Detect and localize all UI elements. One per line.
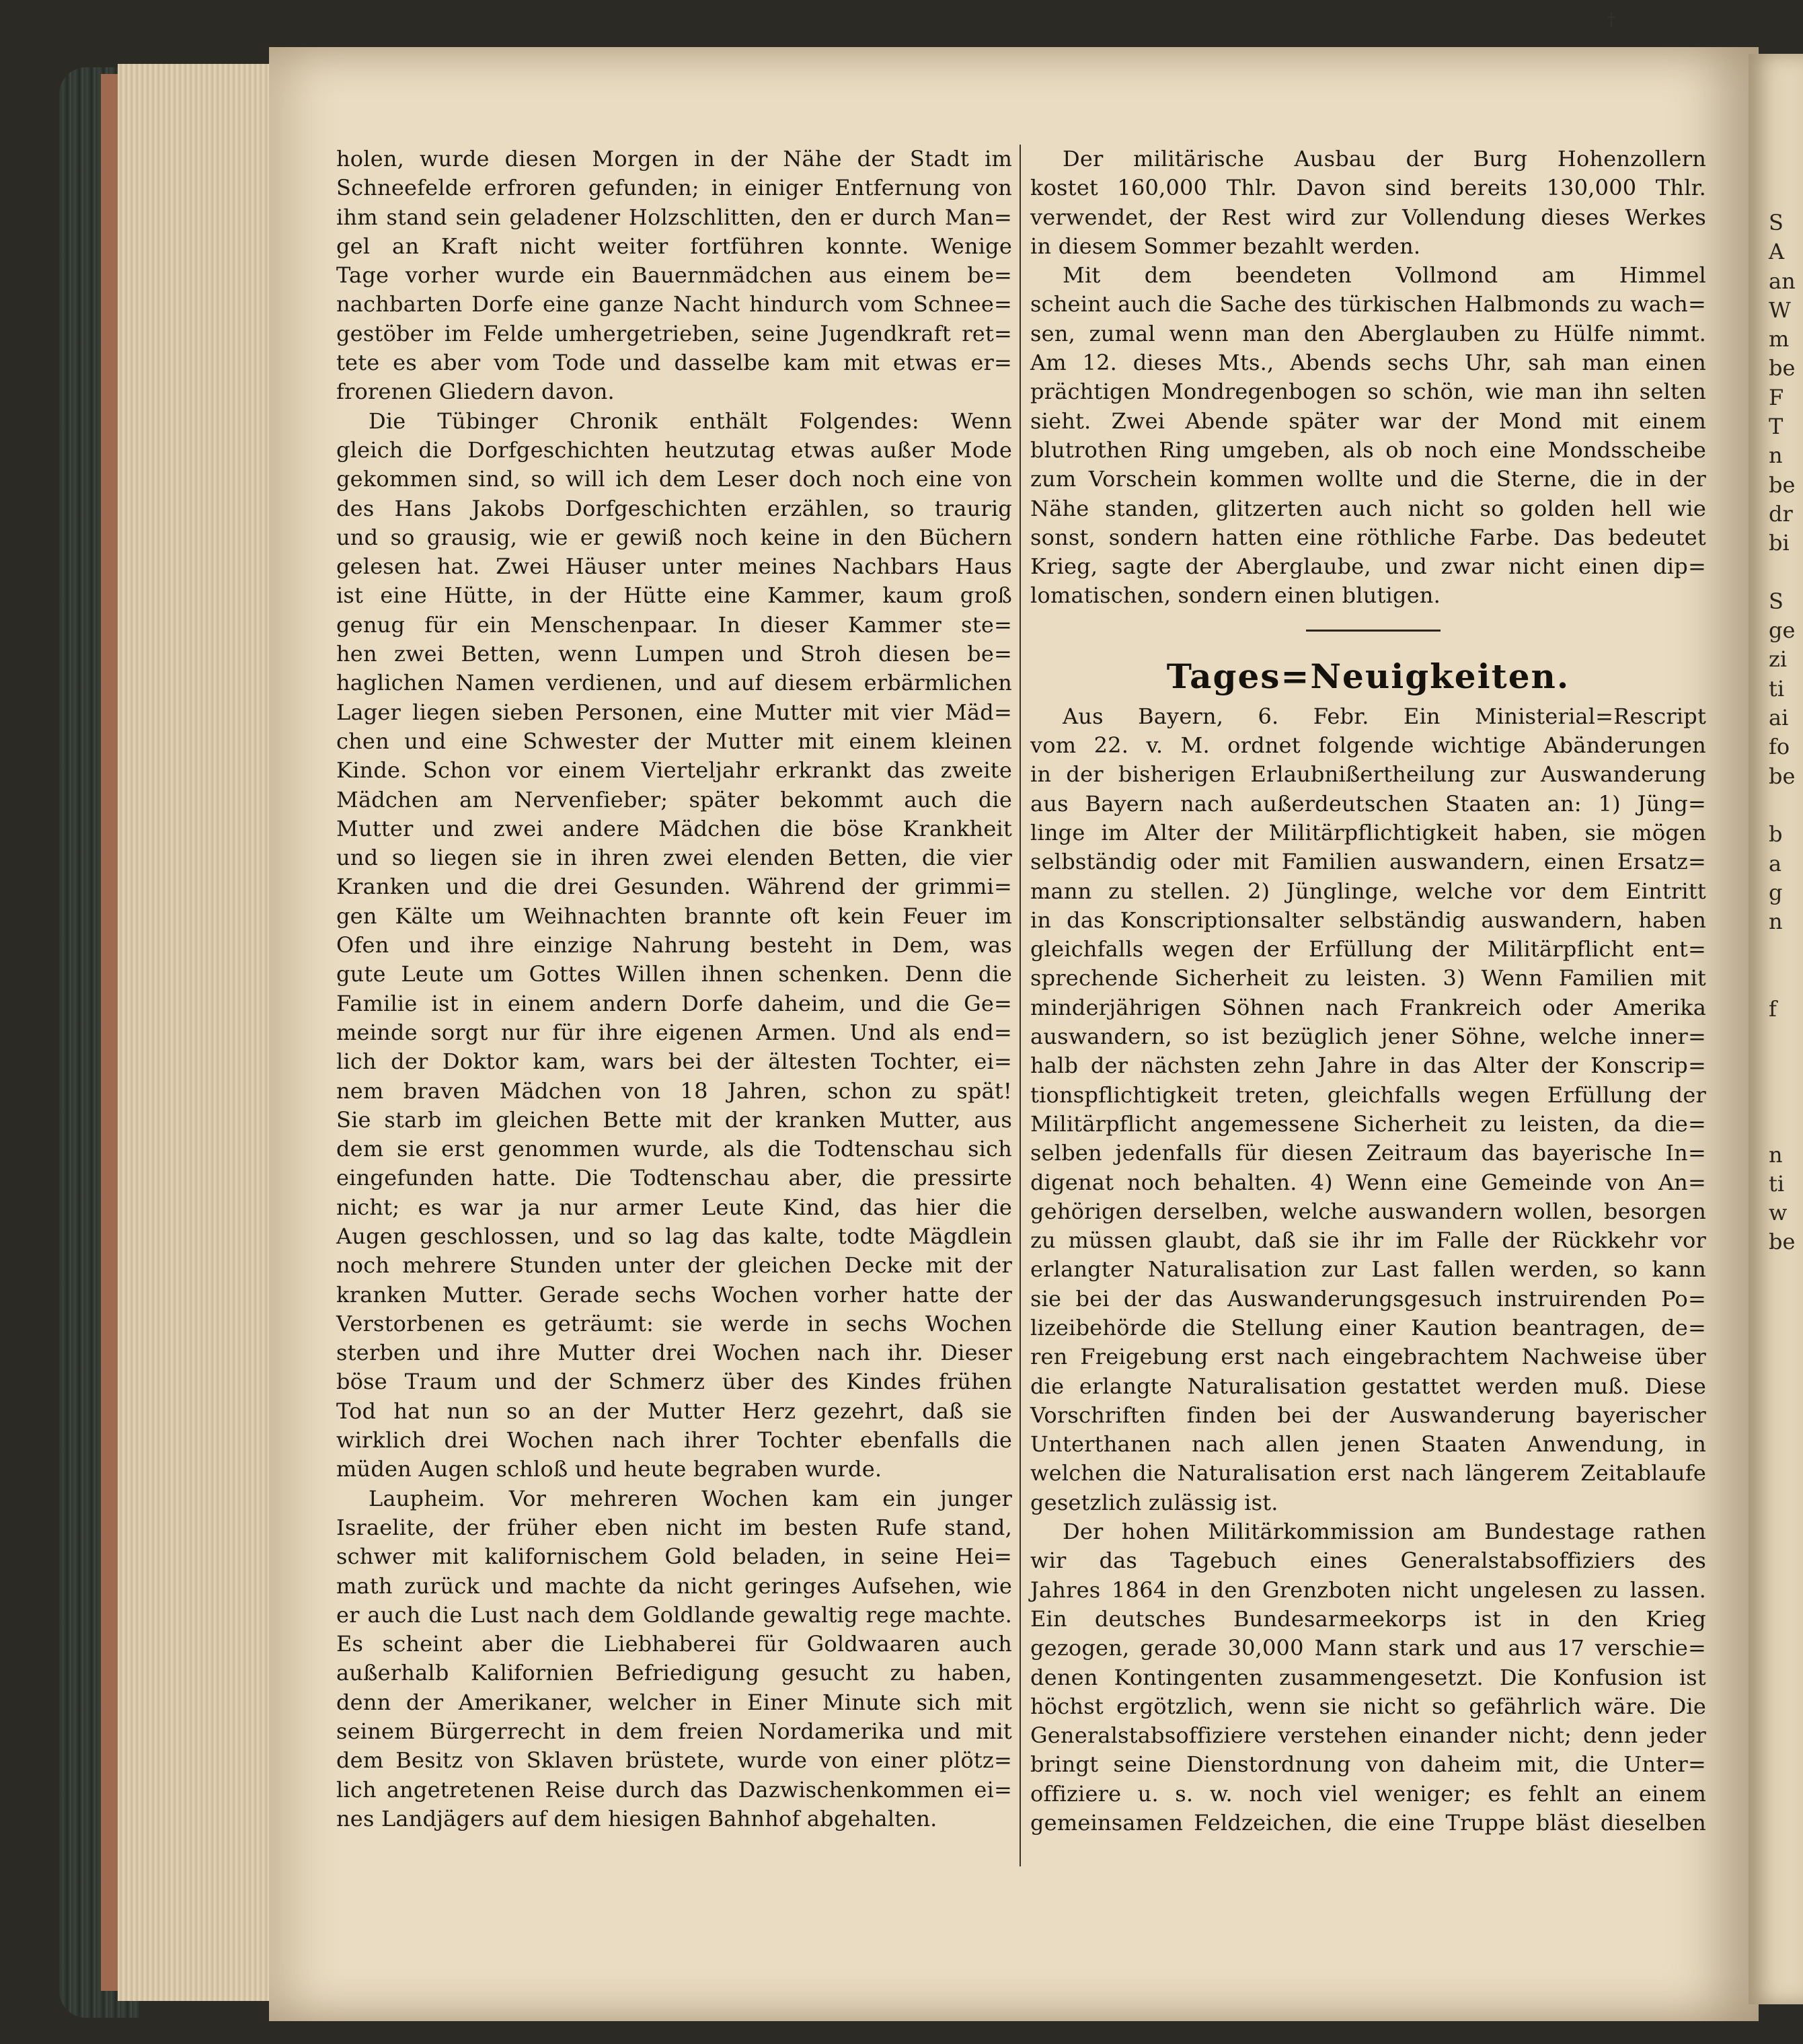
text-line: lizeibehörde die Stellung einer Kaution beantragen, de= [1030, 1314, 1706, 1340]
fragment-line: w [1769, 1200, 1788, 1226]
text-line: chen und eine Schwester der Mutter mit einem kleinen [336, 728, 1012, 754]
fragment-line: ai [1769, 705, 1789, 731]
fragment-line: g [1769, 879, 1783, 905]
text-line: math zurück und machte da nicht geringes Aufsehen, wie [336, 1573, 1012, 1599]
page-mark: † [1607, 10, 1615, 29]
right-column-news-text [1030, 702, 1706, 1838]
text-line: linge im Alter der Militärpflichtigkeit haben, sie mögen [1030, 819, 1706, 845]
text-line: lich der Doktor kam, wars bei der ältesten Tochter, ei= [336, 1049, 1012, 1075]
text-line: gel an Kraft nicht weiter fortführen konnte. Wenige [336, 233, 1012, 259]
text-line: Die Tübinger Chronik enthält Folgendes: Wenn [369, 408, 1012, 434]
right-page-fragment [1749, 54, 1803, 2004]
text-line: Ofen und ihre einzige Nahrung besteht in Dem, was [336, 932, 1012, 958]
fragment-line: n [1769, 1141, 1783, 1168]
fragment-line: be [1769, 471, 1796, 498]
text-line: Verstorbenen es geträumt: sie werde in sechs Wochen [336, 1310, 1012, 1336]
fragment-line: dr [1769, 500, 1793, 527]
text-line: Kranken und die drei Gesunden. Während der grimmi= [336, 874, 1012, 900]
text-line: sonst, sondern hatten eine röthliche Farbe. Das bedeutet [1030, 524, 1706, 550]
text-line: in das Konscriptionsalter selbständig auswandern, haben [1030, 907, 1706, 933]
text-line: ren Freigebung erst nach eingebrachtem Nachweise über [1030, 1344, 1706, 1370]
text-line: Vorschriften finden bei der Auswanderung bayerischer [1030, 1402, 1706, 1428]
text-line: Tage vorher wurde ein Bauernmädchen aus einem be= [336, 262, 1012, 289]
left-column [336, 145, 1012, 1833]
text-line: gekommen sind, so will ich dem Leser doch noch eine von [336, 466, 1012, 492]
text-line: Familie ist in einem andern Dorfe daheim, und die Ge= [336, 990, 1012, 1016]
text-line: sieht. Zwei Abende später war der Mond mit einem [1030, 408, 1706, 434]
text-line: erlangter Naturalisation zur Last fallen werden, so kann [1030, 1256, 1706, 1283]
text-line: ist eine Hütte, in der Hütte eine Kammer, kaum groß [336, 582, 1012, 609]
fragment-line [1769, 1024, 1796, 1053]
text-line: höchst ergötzlich, wenn sie nicht so gefährlich wäre. Die [1030, 1693, 1706, 1719]
text-line: holen, wurde diesen Morgen in der Nähe der Stadt im [336, 146, 1012, 172]
fragment-line: S [1769, 588, 1783, 614]
text-line: Generalstabsoffiziere verstehen einander nicht; denn jeder [1030, 1723, 1706, 1749]
page-block-edge [118, 64, 272, 2001]
text-line: gezogen, gerade 30,000 Mann stark und aus 17 verschie= [1030, 1635, 1706, 1661]
text-line: sie bei der das Auswanderungsgesuch instruirenden Po= [1030, 1285, 1706, 1312]
text-line: außerhalb Kalifornien Befriedigung gesucht zu haben, [336, 1660, 1012, 1686]
text-line: halb der nächsten zehn Jahre in das Alter der Konscrip= [1030, 1053, 1706, 1079]
text-line: minderjährigen Söhnen nach Frankreich oder Amerika [1030, 994, 1706, 1020]
column-rule [1020, 145, 1021, 1866]
text-line: Laupheim. Vor mehreren Wochen kam ein junger [369, 1485, 1012, 1511]
text-line: Kinde. Schon vor einem Vierteljahr erkrankt das zweite [336, 757, 1012, 784]
fragment-line: n [1769, 443, 1783, 469]
fragment-line: A [1769, 239, 1785, 265]
text-line: haglichen Namen verdienen, und auf diesem erbärmlichen [336, 670, 1012, 696]
fragment-line [1769, 791, 1796, 820]
fragment-line [1769, 966, 1796, 995]
fragment-line: b [1769, 821, 1783, 847]
text-line: selben jedenfalls für diesen Zeitraum das bayerische In= [1030, 1140, 1706, 1166]
fragment-line: W [1769, 297, 1791, 323]
text-line: gesetzlich zulässig ist. [1030, 1489, 1278, 1515]
fragment-line: a [1769, 850, 1782, 876]
text-line: böse Traum und der Schmerz über des Kindes frühen [336, 1369, 1012, 1395]
text-line: Mädchen am Nervenfieber; später bekommt auch die [336, 786, 1012, 812]
text-line: welchen die Naturalisation erst nach längerem Zeitablaufe [1030, 1460, 1706, 1486]
text-line: des Hans Jakobs Dorfgeschichten erzählen, so traurig [336, 495, 1012, 521]
text-line: und so grausig, wie er gewiß noch keine in den Büchern [336, 524, 1012, 550]
text-line: in der bisherigen Erlaubnißertheilung zur Auswanderung [1030, 761, 1706, 788]
text-line: kostet 160,000 Thlr. Davon sind bereits 130,000 Thlr. [1030, 175, 1706, 201]
fragment-line: S [1769, 210, 1783, 235]
text-line: Nähe standen, glitzerten auch nicht so golden hell wie [1030, 495, 1706, 521]
text-line: Mutter und zwei andere Mädchen die böse Krankheit [336, 815, 1012, 841]
fragment-line: ge [1769, 617, 1796, 644]
fragment-line: zi [1769, 646, 1788, 673]
text-line: verwendet, der Rest wird zur Vollendung dieses Werkes [1030, 204, 1706, 230]
text-line: gehörigen derselben, welche auswandern wollen, besorgen [1030, 1198, 1706, 1224]
fragment-line: be [1769, 355, 1796, 381]
fragment-line: bi [1769, 530, 1790, 556]
text-line: noch mehrere Stunden unter der gleichen Decke mit der [336, 1252, 1012, 1279]
text-line: Sie starb im gleichen Bette mit der kranken Mutter, aus [336, 1106, 1012, 1133]
text-line: Aus Bayern, 6. Febr. Ein Ministerial=Rescript [1063, 703, 1706, 729]
text-line: digenat noch behalten. 4) Wenn eine Gemeinde von An= [1030, 1169, 1706, 1195]
fragment-line [1769, 1082, 1796, 1111]
text-line: Unterthanen nach allen jenen Staaten Anwendung, in [1030, 1431, 1706, 1458]
fragment-line: m [1769, 326, 1790, 352]
text-line: Es scheint aber die Liebhaberei für Goldwaaren auch [336, 1631, 1012, 1657]
text-line: eingefunden hatte. Die Todtenschau aber, die pressirte [336, 1165, 1012, 1191]
text-line: meinde sorgt nur für ihre eigenen Armen. Und als end= [336, 1019, 1012, 1045]
fragment-line: an [1769, 268, 1796, 294]
fragment-line: F [1769, 384, 1784, 410]
text-line: gemeinsamen Feldzeichen, die eine Truppe bläst dieselben [1030, 1810, 1706, 1836]
fragment-line: T [1769, 414, 1783, 440]
text-line: müden Augen schloß und heute begraben wurde. [336, 1456, 882, 1482]
text-line: selbständig oder mit Familien auswandern, einen Ersatz= [1030, 849, 1706, 875]
text-line: ihm stand sein geladener Holzschlitten, den er durch Man= [336, 204, 1012, 230]
text-line: tete es aber vom Tode und dasselbe kam mit etwas er= [336, 350, 1012, 376]
text-line: Ein deutsches Bundesarmeekorps ist in den Krieg [1030, 1605, 1706, 1632]
text-line: Schneefelde erfroren gefunden; in einiger Entfernung von [336, 175, 1012, 201]
text-line: in diesem Sommer bezahlt werden. [1030, 233, 1421, 259]
text-line: scheint auch die Sache des türkischen Halbmonds zu wach= [1030, 291, 1706, 317]
text-line: offiziere u. s. w. noch viel weniger; es fehlt an einem [1030, 1780, 1706, 1807]
fragment-line [1769, 1053, 1796, 1082]
fragment-line: be [1769, 1229, 1796, 1255]
text-line: vom 22. v. M. ordnet folgende wichtige Abänderungen [1030, 732, 1706, 759]
separator-rule [1306, 630, 1441, 632]
text-line: lich angetretenen Reise durch das Dazwischenkommen ei= [336, 1776, 1012, 1803]
right-column [1030, 145, 1706, 1838]
text-line: bringt seine Dienstordnung von daheim mit, die Unter= [1030, 1751, 1706, 1778]
text-line: sprechende Sicherheit zu leisten. 3) Wenn Familien mit [1030, 965, 1706, 991]
fragment-line [1769, 936, 1796, 965]
fragment-line: ti [1769, 675, 1785, 702]
text-line: Militärpflicht angemessene Sicherheit zu leisten, da die= [1030, 1110, 1706, 1137]
text-line: dem Besitz von Sklaven brüstete, wurde von einer plötz= [336, 1747, 1012, 1774]
text-line: zu müssen glaubt, daß sie ihr im Falle der Rückkehr vor [1030, 1227, 1706, 1254]
right-page-lines [1769, 209, 1796, 1257]
section-heading-wrap [1030, 651, 1706, 702]
fragment-line [1769, 558, 1796, 587]
text-line: und so liegen sie in ihren zwei elenden Betten, die vier [336, 845, 1012, 871]
fragment-line: fo [1769, 734, 1790, 760]
text-line: Tod hat nun so an der Mutter Herz gezehrt, daß sie [336, 1398, 1012, 1424]
text-line: nachbarten Dorfe eine ganze Nacht hindurch vom Schnee= [336, 291, 1012, 317]
text-line: frorenen Gliedern davon. [336, 379, 615, 405]
text-line: gleich die Dorfgeschichten heutzutag etwas außer Mode [336, 437, 1012, 463]
text-line: denn der Amerikaner, welcher in Einer Minute sich mit [336, 1689, 1012, 1715]
text-line: kranken Mutter. Gerade sechs Wochen vorher hatte der [336, 1281, 1012, 1308]
text-line: Am 12. dieses Mts., Abends sechs Uhr, sah man einen [1030, 350, 1706, 376]
fragment-line: f [1769, 996, 1777, 1022]
text-line: genug für ein Menschenpaar. In dieser Kammer ste= [336, 611, 1012, 638]
text-line: schwer mit kalifornischem Gold beladen, in seine Hei= [336, 1544, 1012, 1570]
text-line: gute Leute um Gottes Willen ihnen schenken. Denn die [336, 961, 1012, 987]
text-line: zum Vorschein kommen wollte und die Sterne, die in der [1030, 466, 1706, 492]
text-line: Der hohen Militärkommission am Bundestage rathen [1063, 1519, 1706, 1545]
fragment-line [1769, 1111, 1796, 1140]
text-line: denen Kontingenten zusammengesetzt. Die Konfusion ist [1030, 1664, 1706, 1690]
text-line: nicht; es war ja nur armer Leute Kind, das hier die [336, 1194, 1012, 1220]
text-line: Der militärische Ausbau der Burg Hohenzollern [1063, 146, 1706, 172]
text-line: sterben und ihre Mutter drei Wochen nach ihr. Dieser [336, 1340, 1012, 1366]
text-line: Augen geschlossen, und so lag das kalte, todte Mägdlein [336, 1223, 1012, 1249]
text-line: wirklich drei Wochen nach ihrer Tochter ebenfalls die [336, 1427, 1012, 1453]
text-line: die erlangte Naturalisation gestattet werden muß. Diese [1030, 1373, 1706, 1399]
fragment-line: n [1769, 909, 1783, 935]
text-line: gen Kälte um Weihnachten brannte oft kein Feuer im [336, 903, 1012, 929]
text-line: prächtigen Mondregenbogen so schön, wie man ihn selten [1030, 379, 1706, 405]
fragment-line: be [1769, 763, 1796, 789]
text-line: nem braven Mädchen von 18 Jahren, schon zu spät! [336, 1077, 1012, 1104]
text-line: Israelite, der früher eben nicht im besten Rufe stand, [336, 1514, 1012, 1540]
text-line: dem sie erst genommen wurde, als die Todtenschau sich [336, 1136, 1012, 1162]
text-line: gleichfalls wegen der Erfüllung der Militärpflicht ent= [1030, 936, 1706, 962]
text-line: er auch die Lust nach dem Goldlande gewaltig rege machte. [336, 1601, 1012, 1628]
text-line: aus Bayern nach außerdeutschen Staaten an: 1) Jüng= [1030, 790, 1706, 817]
text-line: seinem Bürgerrecht in dem freien Nordamerika und mit [336, 1718, 1012, 1745]
right-column-top-text [1030, 145, 1706, 611]
text-line: Lager liegen sieben Personen, eine Mutter mit vier Mäd= [336, 699, 1012, 725]
text-line: Jahres 1864 in den Grenzboten nicht ungelesen zu lassen. [1030, 1577, 1706, 1603]
text-line: gelesen hat. Zwei Häuser unter meines Nachbars Haus [336, 554, 1012, 580]
text-line: sen, zumal wenn man den Aberglauben zu Hülfe nimmt. [1030, 320, 1706, 346]
text-line: blutrothen Ring umgeben, als ob noch eine Mondsscheibe [1030, 437, 1706, 463]
text-line: gestöber im Felde umhergetrieben, seine Jugendkraft ret= [336, 320, 1012, 346]
fragment-line: ti [1769, 1170, 1785, 1197]
text-line: lomatischen, sondern einen blutigen. [1030, 582, 1441, 609]
text-line: Mit dem beendeten Vollmond am Himmel [1063, 262, 1706, 289]
section-heading: Tages=Neuigkeiten. [1166, 656, 1570, 696]
text-line: tionspflichtigkeit treten, gleichfalls wegen Erfüllung der [1030, 1082, 1706, 1108]
text-line: auswandern, so ist bezüglich jener Söhne, welche inner= [1030, 1024, 1706, 1050]
section-separator [1030, 611, 1706, 651]
text-line: Krieg, sagte der Aberglaube, und zwar nicht einen dip= [1030, 554, 1706, 580]
text-line: mann zu stellen. 2) Jünglinge, welche vor dem Eintritt [1030, 878, 1706, 904]
text-line: wir das Tagebuch eines Generalstabsoffiziers des [1030, 1548, 1706, 1574]
text-line: hen zwei Betten, wenn Lumpen und Stroh diesen be= [336, 641, 1012, 667]
text-line: nes Landjägers auf dem hiesigen Bahnhof abgehalten. [336, 1805, 937, 1831]
